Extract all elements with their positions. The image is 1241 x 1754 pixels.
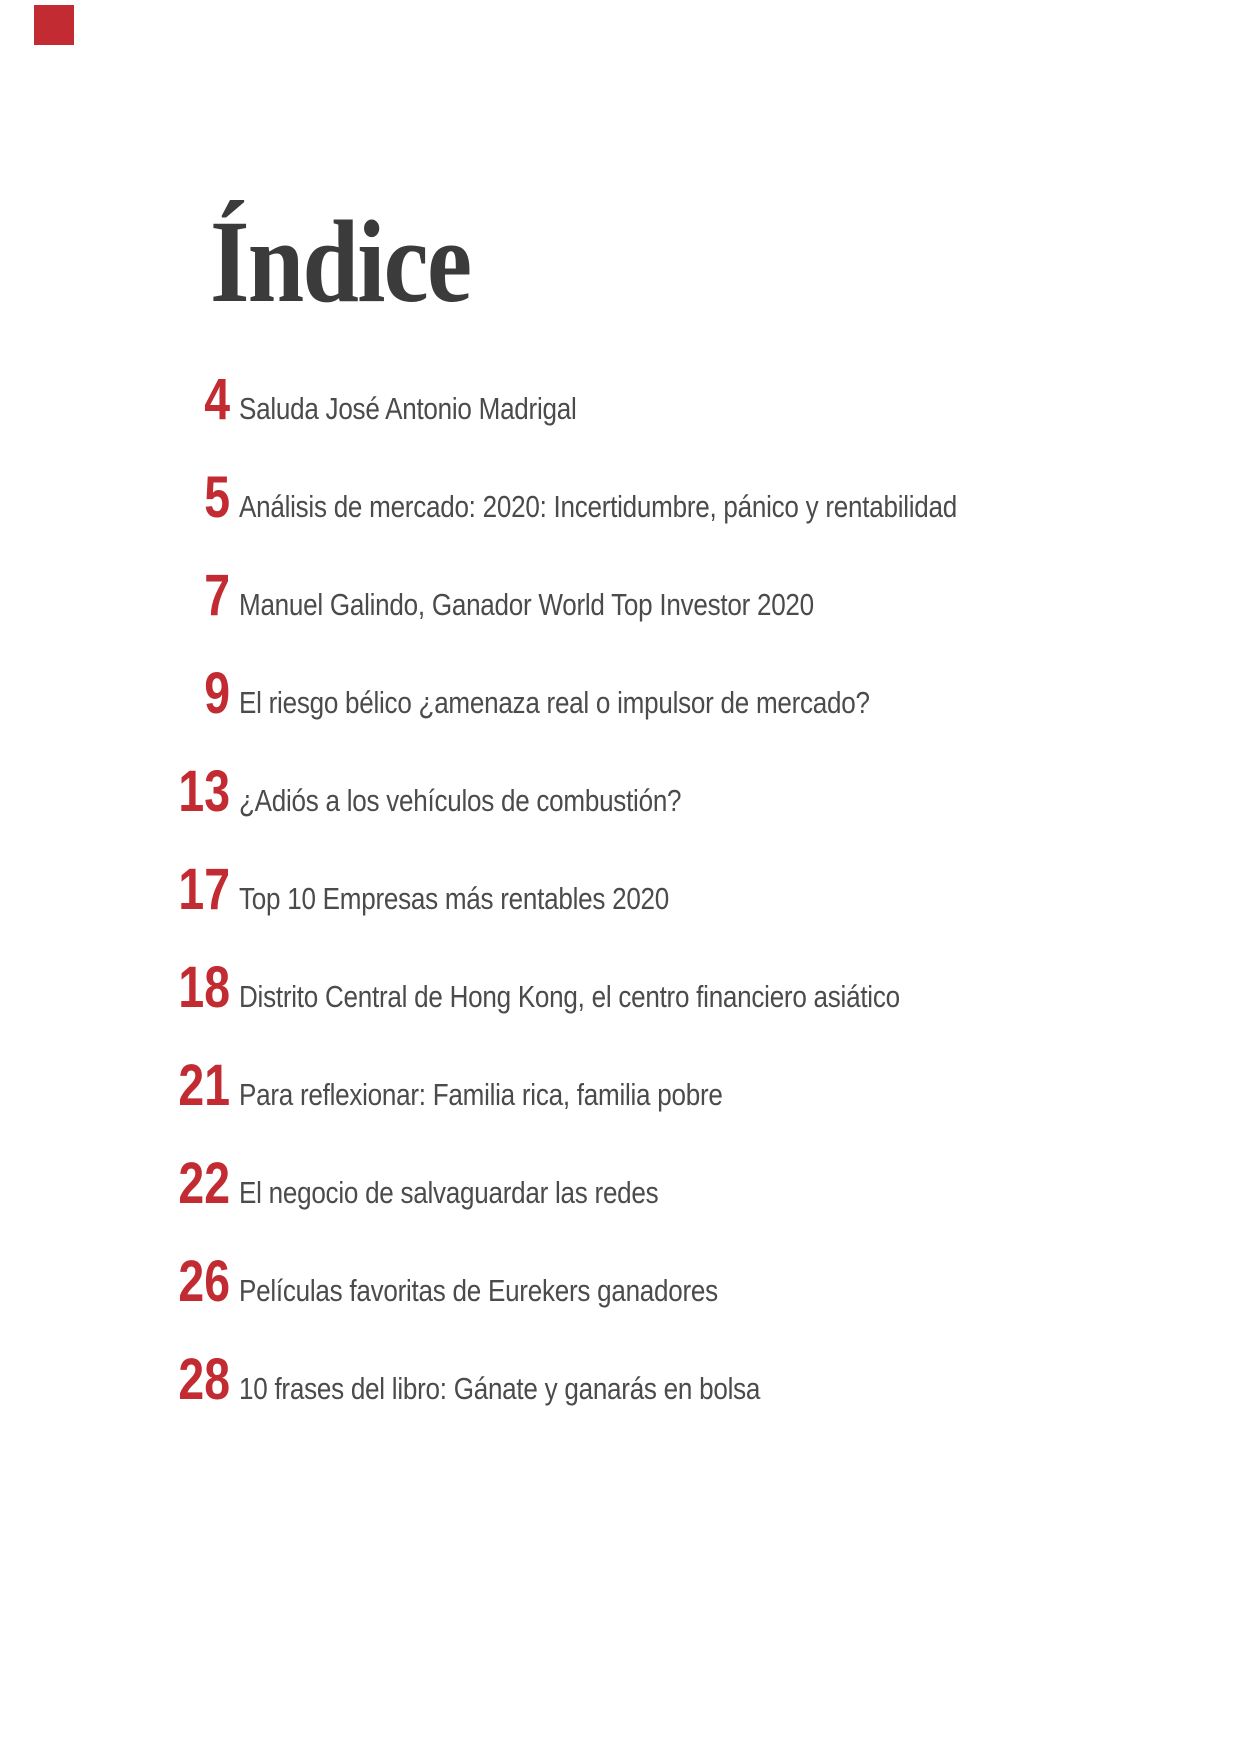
toc-list: [150, 348, 1170, 1426]
toc-entry[interactable]: [150, 1328, 1170, 1426]
toc-entry-title: Top 10 Empresas más rentables 2020: [239, 881, 670, 916]
toc-page-number: 13: [178, 759, 230, 824]
toc-entry[interactable]: [150, 838, 1170, 936]
toc-entry[interactable]: [150, 642, 1170, 740]
toc-page-number: 9: [204, 661, 230, 726]
toc-entry[interactable]: [150, 1034, 1170, 1132]
toc-entry[interactable]: [150, 544, 1170, 642]
toc-page-number: 26: [178, 1249, 230, 1314]
toc-page-number: 7: [204, 563, 230, 628]
toc-entry-title: Análisis de mercado: 2020: Incertidumbre, pánico y rentabilidad: [239, 489, 958, 524]
toc-entry[interactable]: [150, 1132, 1170, 1230]
toc-page-number: 22: [178, 1151, 230, 1216]
toc-page-number: 28: [178, 1347, 230, 1412]
toc-page-number: 4: [204, 367, 230, 432]
toc-page-number: 18: [178, 955, 230, 1020]
toc-entry-title: Películas favoritas de Eurekers ganadores: [239, 1273, 718, 1308]
toc-entry[interactable]: [150, 740, 1170, 838]
toc-entry-title: El negocio de salvaguardar las redes: [239, 1175, 659, 1210]
toc-entry[interactable]: [150, 936, 1170, 1034]
page-title: Índice: [210, 196, 471, 327]
toc-page-number: 17: [178, 857, 230, 922]
toc-page-number: 5: [204, 465, 230, 530]
toc-entry-title: El riesgo bélico ¿amenaza real o impulsor de mercado?: [239, 685, 870, 720]
toc-entry[interactable]: [150, 348, 1170, 446]
toc-entry[interactable]: [150, 446, 1170, 544]
toc-entry-title: 10 frases del libro: Gánate y ganarás en bolsa: [239, 1371, 761, 1406]
toc-entry-title: Manuel Galindo, Ganador World Top Investor 2020: [239, 587, 814, 622]
toc-page-number: 21: [178, 1053, 230, 1118]
toc-entry-title: ¿Adiós a los vehículos de combustión?: [239, 783, 682, 818]
toc-entry-title: Distrito Central de Hong Kong, el centro financiero asiático: [239, 979, 900, 1014]
corner-accent-square: [34, 5, 74, 45]
toc-entry[interactable]: [150, 1230, 1170, 1328]
toc-entry-title: Para reflexionar: Familia rica, familia pobre: [239, 1077, 723, 1112]
toc-entry-title: Saluda José Antonio Madrigal: [239, 391, 577, 426]
